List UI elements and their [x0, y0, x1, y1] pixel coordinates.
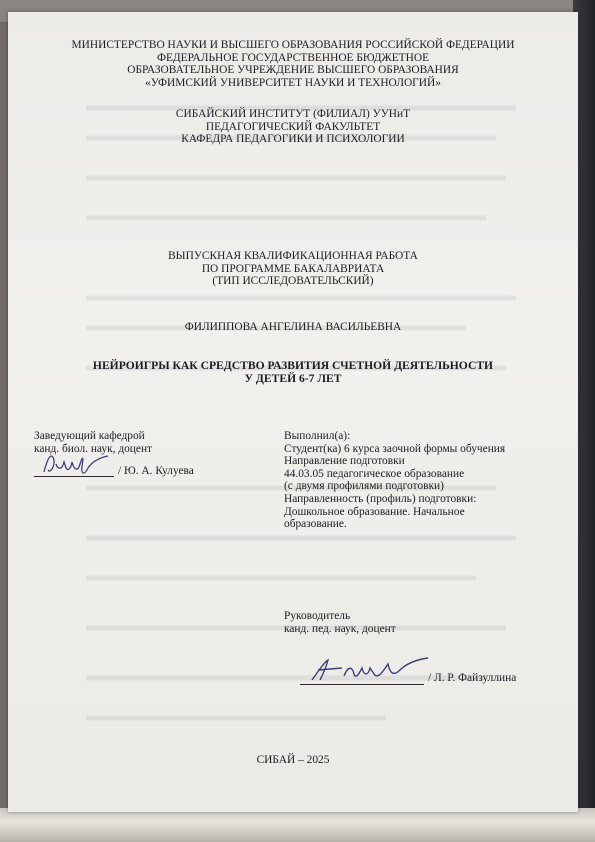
header-line: «УФИМСКИЙ УНИВЕРСИТЕТ НАУКИ И ТЕХНОЛОГИЙ» [145, 76, 441, 89]
student-block [284, 430, 564, 531]
city-year-block [8, 754, 578, 767]
supervisor-role: Руководитель [284, 610, 351, 622]
institute-line: КАФЕДРА ПЕДАГОГИКИ И ПСИХОЛОГИИ [181, 133, 405, 146]
institute-block [8, 108, 578, 146]
supervisor-degree: канд. пед. наук, доцент [284, 622, 396, 635]
work-type-line: ВЫПУСКНАЯ КВАЛИФИКАЦИОННАЯ РАБОТА [168, 250, 418, 262]
student-line: 44.03.05 педагогическое образование [284, 467, 465, 480]
institute-line: СИБАЙСКИЙ ИНСТИТУТ (ФИЛИАЛ) УУНиТ [175, 108, 411, 120]
head-signature-image [38, 446, 116, 480]
student-line: Направление подготовки [284, 455, 405, 468]
work-type-block [8, 250, 578, 288]
head-role: Заведующий кафедрой [34, 430, 145, 442]
author-name-block [8, 321, 578, 334]
work-type-line: (ТИП ИССЛЕДОВАТЕЛЬСКИЙ) [212, 275, 374, 288]
supervisor-signature-row [300, 664, 516, 685]
city-year: СИБАЙ – 2025 [256, 754, 330, 766]
supervisor-block [284, 610, 574, 635]
header-line: ОБРАЗОВАТЕЛЬНОЕ УЧРЕЖДЕНИЕ ВЫСШЕГО ОБРАЗОВАНИЯ [127, 64, 459, 77]
head-degree: канд. биол. наук, доцент [34, 442, 153, 455]
thesis-title-line: У ДЕТЕЙ 6-7 ЛЕТ [244, 372, 342, 385]
student-line: Выполнил(а): [284, 430, 351, 442]
author-name: ФИЛИППОВА АНГЕЛИНА ВАСИЛЬЕВНА [184, 321, 402, 333]
signature-line [300, 664, 424, 685]
student-line: Направленность (профиль) подготовки: [284, 492, 477, 505]
title-page [8, 12, 578, 812]
student-line: Студент(ка) 6 курса заочной формы обучения [284, 442, 506, 455]
head-of-department-block [34, 430, 274, 477]
head-signature-row [34, 455, 274, 477]
ministry-header [8, 39, 578, 89]
institute-line: ПЕДАГОГИЧЕСКИЙ ФАКУЛЬТЕТ [205, 120, 381, 133]
student-line: (с двумя профилями подготовки) [284, 480, 444, 493]
header-line: ФЕДЕРАЛЬНОЕ ГОСУДАРСТВЕННОЕ БЮДЖЕТНОЕ [156, 51, 430, 64]
supervisor-signature-image [304, 650, 434, 688]
thesis-title-line: НЕЙРОИГРЫ КАК СРЕДСТВО РАЗВИТИЯ СЧЕТНОЙ ДЕЯТЕЛЬНОСТИ [92, 359, 494, 372]
supervisor-name: / Л. Р. Файзуллина [428, 672, 517, 685]
student-line: Дошкольное образование. Начальное [284, 505, 465, 518]
head-name: / Ю. А. Кулуева [118, 464, 194, 477]
work-type-line: ПО ПРОГРАММЕ БАКАЛАВРИАТА [201, 262, 385, 275]
thesis-title-block [8, 359, 578, 385]
header-line: МИНИСТЕРСТВО НАУКИ И ВЫСШЕГО ОБРАЗОВАНИЯ РОССИЙСКОЙ ФЕДЕРАЦИИ [71, 39, 515, 51]
show-through-lines [86, 68, 526, 738]
student-line: образование. [284, 518, 347, 531]
plastic-cover-edge [0, 808, 595, 842]
signature-line [34, 460, 114, 477]
